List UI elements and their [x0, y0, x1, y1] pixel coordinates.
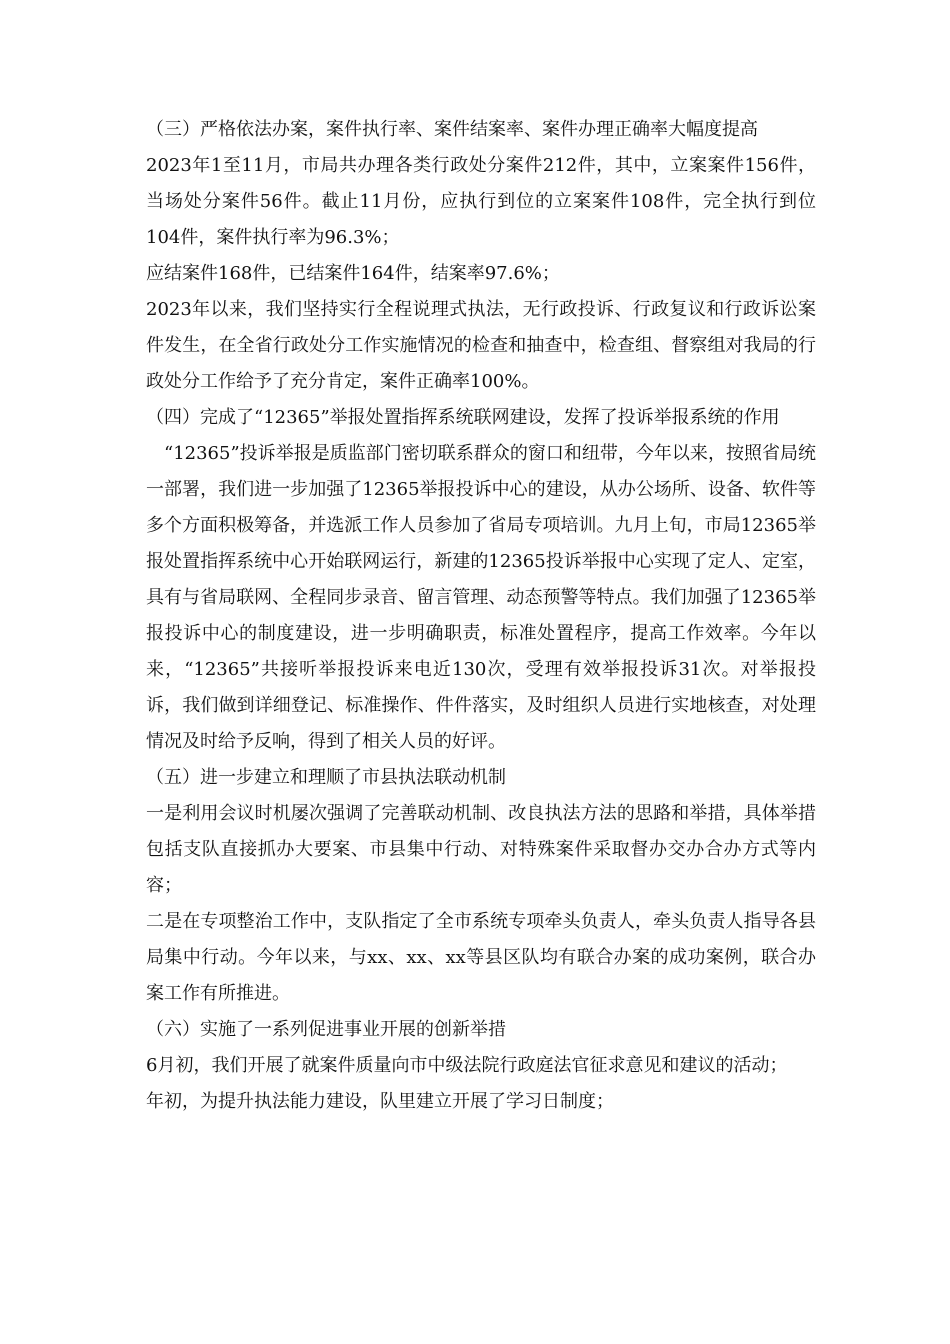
- paragraph: 6月初，我们开展了就案件质量向市中级法院行政庭法官征求意见和建议的活动；: [146, 1055, 788, 1076]
- section-heading-3: （三）严格依法办案，案件执行率、案件结案率、案件办理正确率大幅度提高: [146, 119, 758, 140]
- paragraph: 年初，为提升执法能力建设，队里建立开展了学习日制度；: [146, 1091, 614, 1112]
- paragraph: “12365”投诉举报是质监部门密切联系群众的窗口和纽带，今年以来，按照省局统一部署，我们进一步加强了12365举报投诉中心的建设，从办公场所、设备、软件等多个方面积极筹备，并选派工作人员参加了省局专项培训。九月上旬，市局12365举报处置指挥系统中心开始联网运行，新建的12365投诉举报中心实现了定人、定室，具有与省局联网、全程同步录音、留言管理、动态预警等特点。我们加强了12365举报投诉中心的制度建设，进一步明确职责，标准处置程序，提高工作效率。今年以来，“12365”共接听举报投诉来电近130次，受理有效举报投诉31次。对举报投诉，我们做到详细登记、标准操作、件件落实，及时组织人员进行实地核查，对处理情况及时给予反响，得到了相关人员的好评。: [146, 443, 816, 752]
- paragraph: 应结案件168件，已结案件164件，结案率97.6%；: [146, 263, 560, 284]
- paragraph: 二是在专项整治工作中，支队指定了全市系统专项牵头负责人，牵头负责人指导各县局集中行动。今年以来，与xx、xx、xx等县区队均有联合办案的成功案例，联合办案工作有所推进。: [146, 911, 816, 1004]
- section-heading-4: （四）完成了“12365”举报处置指挥系统联网建设，发挥了投诉举报系统的作用: [146, 407, 780, 428]
- section-heading-5: （五）进一步建立和理顺了市县执法联动机制: [146, 767, 506, 788]
- document-page: [146, 112, 816, 1120]
- paragraph: 一是利用会议时机屡次强调了完善联动机制、改良执法方法的思路和举措，具体举措包括支队直接抓办大要案、市县集中行动、对特殊案件采取督办交办合办方式等内容；: [146, 803, 816, 896]
- paragraph: 2023年以来，我们坚持实行全程说理式执法，无行政投诉、行政复议和行政诉讼案件发生，在全省行政处分工作实施情况的检查和抽查中，检查组、督察组对我局的行政处分工作给予了充分肯定，案件正确率100%。: [146, 299, 816, 392]
- paragraph: 2023年1至11月，市局共办理各类行政处分案件212件，其中，立案案件156件，当场处分案件56件。截止11月份，应执行到位的立案案件108件，完全执行到位104件，案件执行率为96.3%；: [146, 155, 816, 248]
- section-heading-6: （六）实施了一系列促进事业开展的创新举措: [146, 1019, 506, 1040]
